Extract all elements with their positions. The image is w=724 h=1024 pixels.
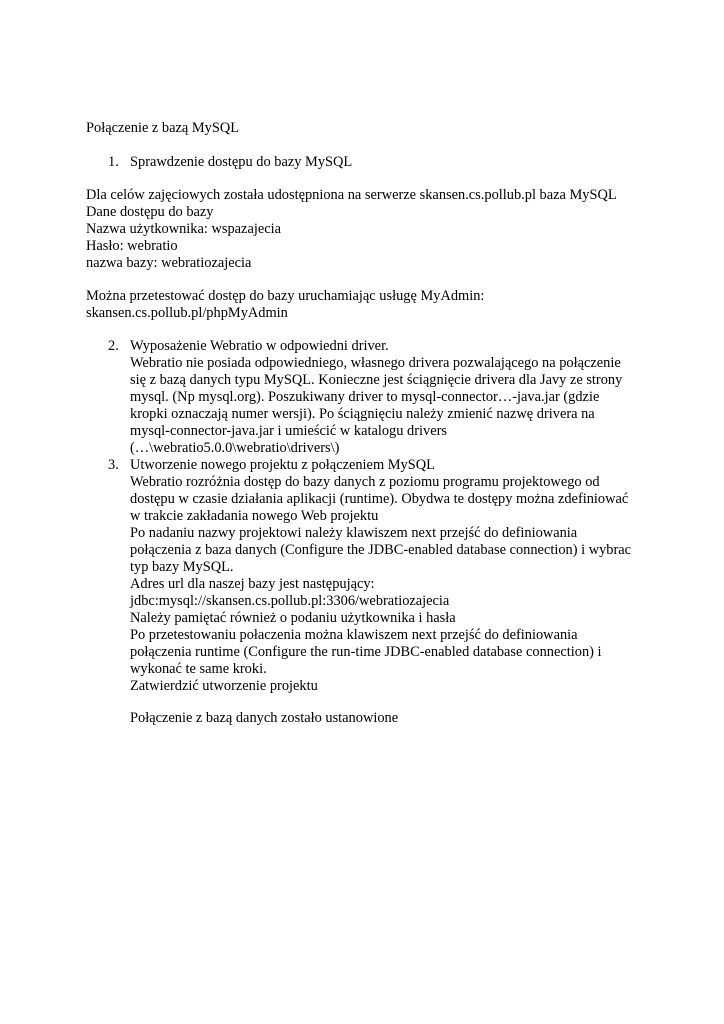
section-3-line: typ bazy MySQL. [130,559,234,575]
paragraph-line: nazwa bazy: webratiozajecia [86,255,252,271]
section-2-heading: Wyposażenie Webratio w odpowiedni driver. [130,338,389,354]
paragraph-line: Dane dostępu do bazy [86,204,214,220]
section-3-line: połączenia runtime (Configure the run-time JDBC-enabled database connection) i [130,644,602,660]
section-2-line: się z bazą danych typu MySQL. Konieczne jest ściągnięcie drivera dla Javy ze strony [130,372,623,388]
section-2-line: Webratio nie posiada odpowiedniego, własnego drivera pozwalającego na połączenie [130,355,621,371]
section-3-line: wykonać te same kroki. [130,661,267,677]
section-3-line: dostępu w czasie działania aplikacji (runtime). Obydwa te dostępy można zdefiniować [130,491,629,507]
paragraph-line: Nazwa użytkownika: wspazajecia [86,221,281,237]
paragraph-line: Dla celów zajęciowych została udostępniona na serwerze skansen.cs.pollub.pl baza MySQL [86,187,617,203]
section-3-line: połączenia z baza danych (Configure the JDBC-enabled database connection) i wybrac [130,542,632,558]
section-2-line: mysql-connector-java.jar i umieścić w katalogu drivers [130,423,447,439]
section-2-line: (…\webratio5.0.0\webratio\drivers\) [130,440,340,456]
section-3-number: 3. [108,457,119,473]
phpmyadmin-address: skansen.cs.pollub.pl/phpMyAdmin [86,305,288,321]
section-2-line: mysql. (Np mysql.org). Poszukiwany driver to mysql-connector…-java.jar (gdzie [130,389,600,405]
section-3-line: Adres url dla naszej bazy jest następujący: [130,576,375,592]
section-1-number: 1. [108,154,119,170]
section-2-line: kropki oznaczają numer wersji). Po ściągnięciu należy zmienić nazwę drivera na [130,406,595,422]
section-3-heading: Utworzenie nowego projektu z połączeniem MySQL [130,457,435,473]
section-2-number: 2. [108,338,119,354]
closing-statement: Połączenie z bazą danych zostało ustanowione [130,710,399,726]
document-title: Połączenie z bazą MySQL [86,120,240,136]
paragraph-line: Hasło: webratio [86,238,178,254]
section-3-line: Po przetestowaniu połaczenia można klawiszem next przejść do definiowania [130,627,578,643]
section-1-heading: Sprawdzenie dostępu do bazy MySQL [130,154,353,170]
jdbc-url: jdbc:mysql://skansen.cs.pollub.pl:3306/webratiozajecia [130,593,450,609]
paragraph-line: Można przetestować dostęp do bazy uruchamiając usługę MyAdmin: [86,288,485,304]
section-3-line: Po nadaniu nazwy projektowi należy klawiszem next przejść do definiowania [130,525,578,541]
section-3-line: Webratio rozróżnia dostęp do bazy danych z poziomu programu projektowego od [130,474,600,490]
section-3-line: w trakcie zakładania nowego Web projektu [130,508,379,524]
section-3-line: Zatwierdzić utworzenie projektu [130,678,318,694]
section-3-line: Należy pamiętać również o podaniu użytkownika i hasła [130,610,456,626]
